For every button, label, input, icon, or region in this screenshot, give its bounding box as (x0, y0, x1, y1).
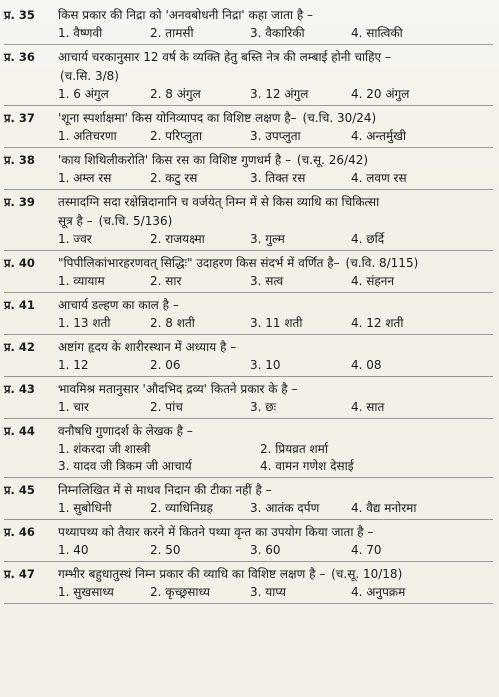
option-3: 3. सत्व (250, 274, 284, 288)
option-1: 1. अतिचरणा (58, 129, 117, 143)
option-2: 2. कृच्छ्रसाध्य (150, 585, 210, 599)
option-2: 2. सार (150, 274, 182, 288)
question-text: निम्नलिखित में से माधव निदान की टीका नहीं है – (58, 483, 272, 497)
option-3: 3. 60 (250, 543, 281, 557)
question-38 (4, 151, 493, 190)
question-reference: (च.चि. 30/24) (302, 111, 377, 125)
question-number: प्र. 42 (4, 340, 35, 354)
option-4: 4. संहनन (351, 274, 395, 288)
option-4: 4. 70 (351, 543, 382, 557)
option-1: 1. 40 (58, 543, 89, 557)
question-reference: (च.सू. 10/18) (331, 567, 403, 581)
option-4: 4. लवण रस (351, 171, 407, 185)
question-40 (4, 254, 493, 293)
question-number: प्र. 45 (4, 483, 35, 497)
question-text: भावमिश्र मतानुसार 'औदभिद द्रव्य' कितने प्रकार के है – (58, 382, 298, 396)
option-1: 1. वैष्णवी (58, 26, 103, 40)
option-3: 3. गुल्म (250, 232, 285, 246)
option-2: 2. 50 (150, 543, 181, 557)
question-number: प्र. 35 (4, 8, 35, 22)
option-3: 3. तिक्त रस (250, 171, 306, 185)
option-2: 2. राजयक्ष्मा (150, 232, 205, 246)
question-reference: (च.सू. 26/42) (296, 153, 369, 167)
question-number: प्र. 46 (4, 525, 35, 539)
option-2: 2. 8 अंगुल (150, 87, 201, 101)
option-4: 4. छर्दि (351, 232, 385, 246)
question-text: अष्टांग हृदय के शारीरस्थान में अध्याय है – (58, 340, 237, 354)
question-text-continuation: सूत्र है – (58, 214, 93, 228)
question-number: प्र. 38 (4, 153, 35, 167)
question-number: प्र. 37 (4, 111, 35, 125)
question-text: किस प्रकार की निद्रा को 'अनवबोधनी निद्रा' कहा जाता है – (58, 8, 314, 22)
option-3: 3. उपप्लुता (250, 129, 301, 143)
option-1: 1. 12 (58, 358, 89, 372)
option-1: 1. सुबोधिनी (58, 501, 112, 515)
question-text: गम्भीर बहुधातुस्थं निम्न प्रकार की व्याधि का विशिष्ट लक्षण है – (58, 567, 326, 581)
question-text: आचार्य चरकानुसार 12 वर्ष के व्यक्ति हेतु बस्ति नेत्र की लम्बाई होनी चाहिए – (58, 50, 391, 64)
question-text: "पिपीलिकांभारहरणवत् सिद्धिः" उदाहरण किस संदर्भ में वर्णित है– (58, 256, 340, 270)
question-text: 'काय शिथिलीकरोति' किस रस का विशिष्ट गुणधर्म है – (58, 153, 292, 167)
question-number: प्र. 47 (4, 567, 35, 581)
question-text: 'शूना स्पर्शाक्षमा' किस योनिव्यापद का विशिष्ट लक्षण है– (58, 111, 297, 125)
option-3: 3. वैकारिकी (250, 26, 305, 40)
option-4: 4. 20 अंगुल (351, 87, 410, 101)
option-2: 2. 06 (150, 358, 181, 372)
question-37 (4, 109, 493, 148)
option-3: 3. 11 शती (250, 316, 303, 330)
question-number: प्र. 40 (4, 256, 35, 270)
option-2: 2. 8 शती (150, 316, 195, 330)
option-3: 3. 10 (250, 358, 281, 372)
option-2: 2. पांच (150, 400, 183, 414)
question-text: पथ्यापथ्य को तैयार करने में कितने पथ्या वृन्त का उपयोग किया जाता है – (58, 525, 374, 539)
option-2: 2. परिप्लुता (150, 129, 203, 143)
question-47 (4, 565, 493, 604)
option-3: 3. छः (250, 400, 277, 414)
question-44 (4, 422, 493, 478)
question-number: प्र. 41 (4, 298, 35, 312)
option-3: 3. यादव जी त्रिकम जी आचार्य (58, 459, 192, 473)
question-35 (4, 6, 493, 45)
option-1: 1. 13 शती (58, 316, 111, 330)
question-39 (4, 193, 493, 251)
option-4: 4. अनुपक्रम (351, 585, 406, 599)
option-1: 1. सुखसाध्य (58, 585, 114, 599)
question-text: तस्मादग्नि सदा रक्षेन्निदानानि च वर्जयेत् निम्न में से किस व्याधि का चिकित्सा (58, 195, 380, 209)
question-number: प्र. 43 (4, 382, 35, 396)
question-reference: (च.वि. 8/115) (345, 256, 419, 270)
option-4: 4. 08 (351, 358, 382, 372)
option-3: 3. आतंक दर्पण (250, 501, 320, 515)
question-number: प्र. 39 (4, 195, 35, 209)
option-1: 1. शंकरदा जी शास्त्री (58, 442, 151, 456)
option-2: 2. व्याधिनिग्रह (150, 501, 213, 515)
question-46 (4, 523, 493, 562)
option-4: 4. 12 शती (351, 316, 404, 330)
question-text: आचार्य डल्हण का काल है – (58, 298, 179, 312)
option-1: 1. अम्ल रस (58, 171, 112, 185)
option-4: 4. वामन गणेश देसाई (260, 459, 354, 473)
question-43 (4, 380, 493, 419)
option-3: 3. याप्य (250, 585, 286, 599)
option-4: 4. सात (351, 400, 385, 414)
question-45 (4, 481, 493, 520)
question-reference: (च.चि. 5/136) (98, 214, 173, 228)
option-1: 1. व्यायाम (58, 274, 105, 288)
option-4: 4. सात्विकी (351, 26, 403, 40)
question-text: वनौषधि गुणादर्श के लेखक है – (58, 424, 193, 438)
option-2: 2. तामसी (150, 26, 194, 40)
question-number: प्र. 44 (4, 424, 35, 438)
question-36 (4, 48, 493, 106)
option-2: 2. प्रियव्रत शर्मा (260, 442, 328, 456)
question-reference: (च.सि. 3/8) (60, 69, 119, 83)
option-4: 4. वैद्य मनोरमा (351, 501, 417, 515)
question-number: प्र. 36 (4, 50, 35, 64)
option-1: 1. 6 अंगुल (58, 87, 109, 101)
option-1: 1. ज्वर (58, 232, 92, 246)
option-3: 3. 12 अंगुल (250, 87, 309, 101)
question-42 (4, 338, 493, 377)
question-41 (4, 296, 493, 335)
option-1: 1. चार (58, 400, 89, 414)
option-4: 4. अन्तर्मुखी (351, 129, 407, 143)
option-2: 2. कटु रस (150, 171, 198, 185)
